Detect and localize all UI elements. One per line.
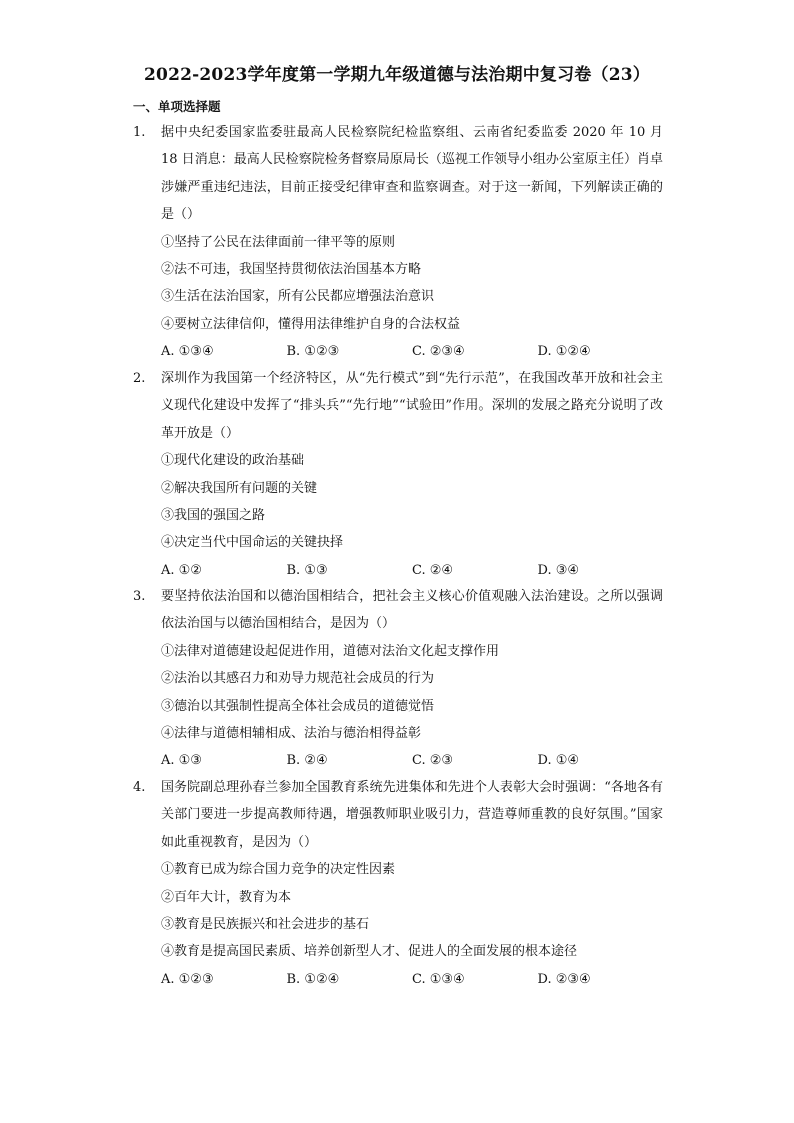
choice-c[interactable]: C. ②③ <box>412 753 454 769</box>
choice-a[interactable]: A. ①③ <box>161 753 202 769</box>
choice-b[interactable]: B. ②④ <box>286 753 328 769</box>
statement-option: ①现代化建设的政治基础 <box>161 453 305 469</box>
question-number: 2. <box>133 371 146 386</box>
statement-option: ③生活在法治国家，所有公民都应增强法治意识 <box>161 289 435 305</box>
question-number: 1. <box>133 125 146 140</box>
statement-option: ①法律对道德建设起促进作用，道德对法治文化起支撑作用 <box>161 643 500 659</box>
statement-option: ②法治以其感召力和劝导力规范社会成员的行为 <box>161 671 435 687</box>
statement-option: ④要树立法律信仰，懂得用法律维护自身的合法权益 <box>161 316 461 332</box>
question-stem: 据中央纪委国家监委驻最高人民检察院纪检监察组、云南省纪委监委 2020 年 10 月 18 日消息：最高人民检察院检务督察局原局长（巡视工作领导小组办公室原主任）肖卓涉嫌严重违纪违法，目前正接受纪律审查和监察调查。对于这一新闻，下列解读正确的是（） <box>161 125 663 223</box>
choice-d[interactable]: D. ①②④ <box>537 344 591 360</box>
question-stem: 要坚持依法治国和以德治国相结合，把社会主义核心价值观融入法治建设。之所以强调依法治国与以德治国相结合，是因为（） <box>161 589 663 632</box>
choice-d[interactable]: D. ②③④ <box>537 971 591 987</box>
answer-choices <box>161 747 663 774</box>
choice-a[interactable]: A. ①② <box>161 562 202 578</box>
question-2 <box>133 365 663 584</box>
answer-choices <box>161 338 663 365</box>
question-stem: 深圳作为我国第一个经济特区，从“先行模式”到“先行示范”，在我国改革开放和社会主义现代化建设中发挥了“排头兵”“先行地”“试验田”作用。深圳的发展之路充分说明了改革开放是（） <box>161 371 663 441</box>
statement-option: ①教育已成为综合国力竞争的决定性因素 <box>161 862 396 878</box>
choice-c[interactable]: C. ②④ <box>412 562 454 578</box>
question-4 <box>133 774 663 993</box>
section-heading: 一、单项选择题 <box>133 99 221 114</box>
question-1 <box>133 119 663 366</box>
statement-option: ①坚持了公民在法律面前一律平等的原则 <box>161 234 396 250</box>
statement-option: ②百年大计，教育为本 <box>161 889 292 905</box>
page-title: 2022-2023学年度第一学期九年级道德与法治期中复习卷（23） <box>144 65 650 85</box>
choice-a[interactable]: A. ①③④ <box>161 344 214 360</box>
statement-option: ④法律与道德相辅相成、法治与德治相得益彰 <box>161 726 422 742</box>
question-number: 3. <box>133 589 146 604</box>
statement-option: ②法不可违，我国坚持贯彻依法治国基本方略 <box>161 262 422 278</box>
statement-option: ③教育是民族振兴和社会进步的基石 <box>161 917 370 933</box>
choice-a[interactable]: A. ①②③ <box>161 971 214 987</box>
choice-b[interactable]: B. ①②④ <box>286 971 340 987</box>
statement-option: ③德治以其强制性提高全体社会成员的道德觉悟 <box>161 698 435 714</box>
choice-b[interactable]: B. ①②③ <box>286 344 340 360</box>
statement-option: ③我国的强国之路 <box>161 508 266 524</box>
choice-c[interactable]: C. ②③④ <box>412 344 465 360</box>
statement-option: ④决定当代中国命运的关键抉择 <box>161 535 344 551</box>
choice-d[interactable]: D. ①④ <box>537 753 580 769</box>
choice-d[interactable]: D. ③④ <box>537 562 580 578</box>
choice-c[interactable]: C. ①③④ <box>412 971 465 987</box>
answer-choices <box>161 557 663 584</box>
answer-choices <box>161 966 663 993</box>
choice-b[interactable]: B. ①③ <box>286 562 328 578</box>
question-3 <box>133 583 663 775</box>
question-stem: 国务院副总理孙春兰参加全国教育系统先进集体和先进个人表彰大会时强调：“各地各有关部门要进一步提高教师待遇，增强教师职业吸引力，营造尊师重教的良好氛围。”国家如此重视教育，是因为（） <box>161 780 663 850</box>
statement-option: ②解决我国所有问题的关键 <box>161 480 318 496</box>
statement-option: ④教育是提高国民素质、培养创新型人才、促进人的全面发展的根本途径 <box>161 944 578 960</box>
question-number: 4. <box>133 780 146 795</box>
